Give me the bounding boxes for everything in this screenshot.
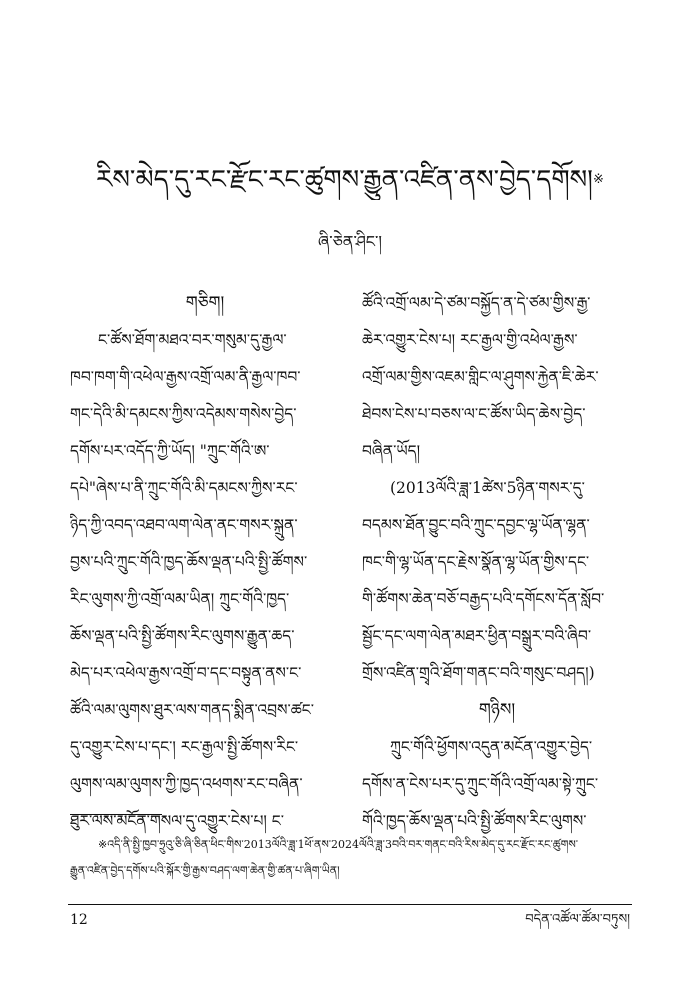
footnote <box>70 832 635 884</box>
paragraph-line: གོའི་ཁྱད་ཆོས་ལྡན་པའི་སྤྱི་ཚོགས་རིང་ལུགས་ <box>362 812 587 830</box>
paragraph-line: ཁབ་ཁག་གི་འཕེལ་རྒྱས་འགྲོ་ལམ་ནི་རྒྱལ་ཁབ་ <box>70 368 301 386</box>
paragraph-line: རིང་ལུགས་ཀྱི་འགྲོ་ལམ་ཡིན། ཀྲུང་གོའི་ཁྱད་ <box>70 590 290 608</box>
paragraph-line: ཚོའི་ལམ་ལུགས་ཐུར་ལས་གནད་སྨིན་འབྲས་ཚང་ <box>70 701 314 719</box>
right-column <box>362 285 632 840</box>
paragraph-line: ཐེབས་ངེས་པ་བཅས་ལ་ང་ཚོས་ཡིད་ཆེས་བྱེད་ <box>362 405 586 423</box>
running-title: བདེན་འཚོལ་ཚོམ་བཏུས། <box>525 912 630 927</box>
footnote-divider <box>70 814 162 815</box>
paragraph-line: ང་ཚོས་ཐོག་མཐའ་བར་གསུམ་དུ་རྒྱལ་ <box>98 331 287 349</box>
speech-date-line: (2013ལོའི་ཟླ་1ཚེས་5ཉིན་གསར་དུ་ <box>390 479 585 497</box>
paragraph-line: ཆེར་འགྱུར་ངེས་པ། རང་རྒྱལ་གྱི་འཕེལ་རྒྱས་ <box>362 331 578 349</box>
footer-divider <box>68 904 632 905</box>
speech-date-line: ཁང་གི་ལྷ་ཡོན་དང་རྗེས་སྣོན་ལྷ་ཡོན་གྱིས་དང་ <box>362 553 590 571</box>
footnote-reference-mark: ※ <box>592 172 604 187</box>
footnote-line: རྒྱུན་འཛིན་བྱེད་དགོས་པའི་སྐོར་གྱི་རྒྱས་བཤད་ལག་ཆེན་གྱི་ཚན་པ་ཞིག་ཡིན། <box>70 864 340 877</box>
paragraph-line: དུ་འགྱུར་ངེས་པ་དང་། རང་རྒྱལ་སྤྱི་ཚོགས་རིང་ <box>70 738 299 756</box>
speech-date-line: བདམས་ཐོན་བྱུང་བའི་ཀྲུང་དབྱང་ལྷ་ཡོན་ལྷན་ <box>362 516 590 534</box>
paragraph-line: མེད་པར་འཕེལ་རྒྱས་འགྲོ་བ་དང་བསྟུན་ནས་ང་ <box>70 664 302 682</box>
paragraph-line: ཐུར་ལས་མངོན་གསལ་དུ་འགྱུར་ངེས་པ། ང་ <box>70 812 284 830</box>
paragraph-line: ཉིད་ཀྱི་འབད་འཐབ་ལག་ལེན་ནང་གསར་སྐྲུན་ <box>70 516 298 534</box>
page-title <box>60 160 640 200</box>
paragraph-line: བྱས་པའི་ཀྲུང་གོའི་ཁྱད་ཆོས་ལྡན་པའི་སྤྱི་ཚོགས་ <box>70 553 308 571</box>
paragraph-line: དགོས་ན་ངེས་པར་དུ་ཀྲུང་གོའི་འགྲོ་ལམ་སྟེ་ཀྲུང་ <box>362 775 599 793</box>
title-text: རིས་མེད་དུ་རང་རྫོང་རང་ཚུགས་རྒྱུན་འཛིན་ནས་བྱེད་དགོས། <box>96 165 593 195</box>
paragraph-line: དགོས་པར་འདོད་ཀྱི་ཡོད། "ཀྲུང་གོའི་ཨ་ <box>70 442 270 460</box>
paragraph-line: ཀྲུང་གོའི་ཕྱོགས་འདུན་མངོན་འགྱུར་བྱེད་ <box>390 738 593 756</box>
author-name: ཞི་ཅེན་ཤིང་། <box>318 232 382 251</box>
paragraph-line: དཔེ"ཞེས་པ་ནི་ཀྲུང་གོའི་མི་དམངས་ཀྱིས་རང་ <box>70 479 298 497</box>
paragraph-line: བཞིན་ཡོད། <box>362 442 421 460</box>
section-heading-two: གཉིས། <box>478 700 516 720</box>
speech-date-line: གི་ཚོགས་ཆེན་བཅོ་བརྒྱད་པའི་དགོངས་དོན་སློབ་ <box>362 590 605 608</box>
paragraph-line: ཚོའི་འགྲོ་ལམ་དེ་ཙམ་བསྐྱོད་ན་དེ་ཙམ་གྱིས་རྒྱ་ <box>362 294 591 312</box>
footnote-line: ※འདི་ནི་སྤྱི་ཁྱབ་ཧྲུའུ་ཅི་ཞི་ཅིན་ཕིང་གིས་2013ལོའི་ཟླ་1ཕོ་ནས་2024ལོའི་ཟླ་3བའི་བར་གནང་བའི་རིས་མེད་དུ་རང་རྫོང་རང་ཚུགས་ <box>98 838 579 851</box>
page-number: 12 <box>70 912 88 928</box>
speech-date-line: གྲོས་འཛིན་གྲྭའི་ཐོག་གནང་བའི་གསུང་བཤད།) <box>362 664 595 682</box>
speech-date-line: སྦྱོང་དང་ལག་ལེན་མཐར་ཕྱིན་བསྒྲུར་བའི་ཞིབ་ <box>362 627 592 645</box>
paragraph-line: གང་དེའི་མི་དམངས་ཀྱིས་འདེམས་གསེས་བྱེད་ <box>70 405 297 423</box>
paragraph-line: འགྲོ་ལམ་གྱིས་འཇམ་གླིང་ལ་ཤུགས་རྐྱེན་ཇི་ཆེར་ <box>362 368 599 386</box>
paragraph-line: ཆོས་ལྡན་པའི་སྤྱི་ཚོགས་རིང་ལུགས་རྒྱུན་ཆད་ <box>70 627 295 645</box>
section-heading-one: གཅིག། <box>185 293 225 313</box>
left-column <box>70 285 340 840</box>
paragraph-line: ལུགས་ལམ་ལུགས་ཀྱི་ཁྱད་འཕགས་རང་བཞིན་ <box>70 775 303 793</box>
